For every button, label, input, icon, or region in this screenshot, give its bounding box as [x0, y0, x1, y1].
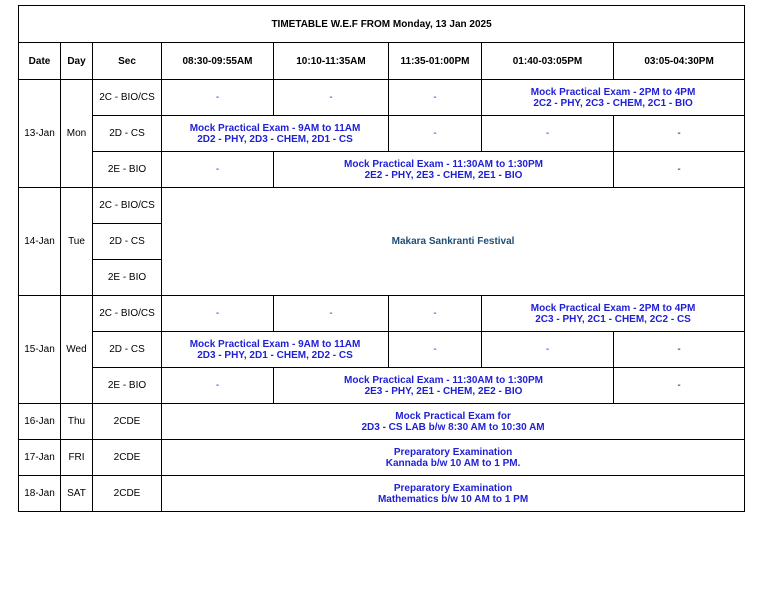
exam-cell	[162, 440, 745, 476]
empty-slot: -	[614, 332, 745, 368]
table-row	[19, 116, 745, 152]
sec-cell: 2E - BIO	[93, 152, 162, 188]
empty-slot: -	[482, 332, 614, 368]
empty-slot: -	[162, 296, 274, 332]
sec-cell: 2D - CS	[93, 116, 162, 152]
exam-line: 2D2 - PHY, 2D3 - CHEM, 2D1 - CS	[197, 133, 353, 145]
sec-cell: 2CDE	[93, 476, 162, 512]
exam-line: Preparatory Examination	[393, 446, 513, 458]
header-slot-4: 01:40-03:05PM	[482, 43, 614, 80]
table-row	[19, 188, 745, 224]
exam-line: 2E3 - PHY, 2E1 - CHEM, 2E2 - BIO	[364, 385, 523, 397]
timetable	[18, 5, 745, 512]
header-slot-2: 10:10-11:35AM	[274, 43, 389, 80]
day-cell: Thu	[61, 404, 93, 440]
day-cell: Mon	[61, 80, 93, 188]
date-cell: 17-Jan	[19, 440, 61, 476]
exam-line: 2C2 - PHY, 2C3 - CHEM, 2C1 - BIO	[533, 97, 693, 109]
header-date: Date	[19, 43, 61, 80]
exam-line: Mathematics b/w 10 AM to 1 PM	[377, 493, 529, 505]
empty-slot: -	[482, 116, 614, 152]
festival-cell: Makara Sankranti Festival	[162, 188, 745, 296]
header-row	[19, 43, 745, 80]
sec-cell: 2E - BIO	[93, 368, 162, 404]
header-slot-1: 08:30-09:55AM	[162, 43, 274, 80]
exam-line: 2D3 - CS LAB b/w 8:30 AM to 10:30 AM	[361, 421, 545, 433]
sec-cell: 2C - BIO/CS	[93, 188, 162, 224]
header-slot-3: 11:35-01:00PM	[389, 43, 482, 80]
exam-cell	[274, 368, 614, 404]
empty-slot: -	[389, 332, 482, 368]
date-cell: 18-Jan	[19, 476, 61, 512]
sec-cell: 2D - CS	[93, 332, 162, 368]
sec-cell: 2C - BIO/CS	[93, 80, 162, 116]
empty-slot: -	[614, 152, 745, 188]
exam-line: Mock Practical Exam - 2PM to 4PM	[530, 86, 696, 98]
empty-slot: -	[614, 116, 745, 152]
table-row	[19, 80, 745, 116]
exam-line: 2D3 - PHY, 2D1 - CHEM, 2D2 - CS	[197, 349, 353, 361]
sec-cell: 2CDE	[93, 440, 162, 476]
sec-cell: 2C - BIO/CS	[93, 296, 162, 332]
exam-cell	[482, 296, 745, 332]
exam-cell	[162, 476, 745, 512]
exam-line: Mock Practical Exam - 11:30AM to 1:30PM	[344, 374, 543, 386]
exam-cell	[274, 152, 614, 188]
header-sec: Sec	[93, 43, 162, 80]
day-cell: SAT	[61, 476, 93, 512]
exam-cell	[162, 404, 745, 440]
exam-line: Preparatory Examination	[393, 482, 513, 494]
exam-cell	[162, 116, 389, 152]
table-row	[19, 332, 745, 368]
day-cell: FRI	[61, 440, 93, 476]
header-day: Day	[61, 43, 93, 80]
sec-cell: 2CDE	[93, 404, 162, 440]
table-row	[19, 296, 745, 332]
empty-slot: -	[274, 296, 389, 332]
table-row	[19, 152, 745, 188]
header-slot-5: 03:05-04:30PM	[614, 43, 745, 80]
exam-line: Mock Practical Exam - 9AM to 11AM	[189, 122, 361, 134]
exam-line: 2C3 - PHY, 2C1 - CHEM, 2C2 - CS	[535, 313, 691, 325]
exam-line: Mock Practical Exam - 9AM to 11AM	[189, 338, 361, 350]
empty-slot: -	[162, 368, 274, 404]
empty-slot: -	[389, 116, 482, 152]
exam-line: Mock Practical Exam - 2PM to 4PM	[530, 302, 696, 314]
date-cell: 13-Jan	[19, 80, 61, 188]
empty-slot: -	[614, 368, 745, 404]
sec-cell: 2E - BIO	[93, 260, 162, 296]
exam-line: Mock Practical Exam - 11:30AM to 1:30PM	[344, 158, 543, 170]
empty-slot: -	[162, 80, 274, 116]
table-row	[19, 476, 745, 512]
day-cell: Wed	[61, 296, 93, 404]
date-cell: 14-Jan	[19, 188, 61, 296]
empty-slot: -	[162, 152, 274, 188]
timetable-title: TIMETABLE W.E.F FROM Monday, 13 Jan 2025	[19, 6, 745, 43]
date-cell: 15-Jan	[19, 296, 61, 404]
exam-line: 2E2 - PHY, 2E3 - CHEM, 2E1 - BIO	[364, 169, 523, 181]
exam-cell	[482, 80, 745, 116]
table-row	[19, 440, 745, 476]
empty-slot: -	[389, 80, 482, 116]
day-cell: Tue	[61, 188, 93, 296]
exam-line: Kannada b/w 10 AM to 1 PM.	[385, 457, 521, 469]
sec-cell: 2D - CS	[93, 224, 162, 260]
empty-slot: -	[389, 296, 482, 332]
table-row	[19, 368, 745, 404]
empty-slot: -	[274, 80, 389, 116]
date-cell: 16-Jan	[19, 404, 61, 440]
exam-line: Mock Practical Exam for	[395, 410, 511, 422]
table-row	[19, 404, 745, 440]
exam-cell	[162, 332, 389, 368]
